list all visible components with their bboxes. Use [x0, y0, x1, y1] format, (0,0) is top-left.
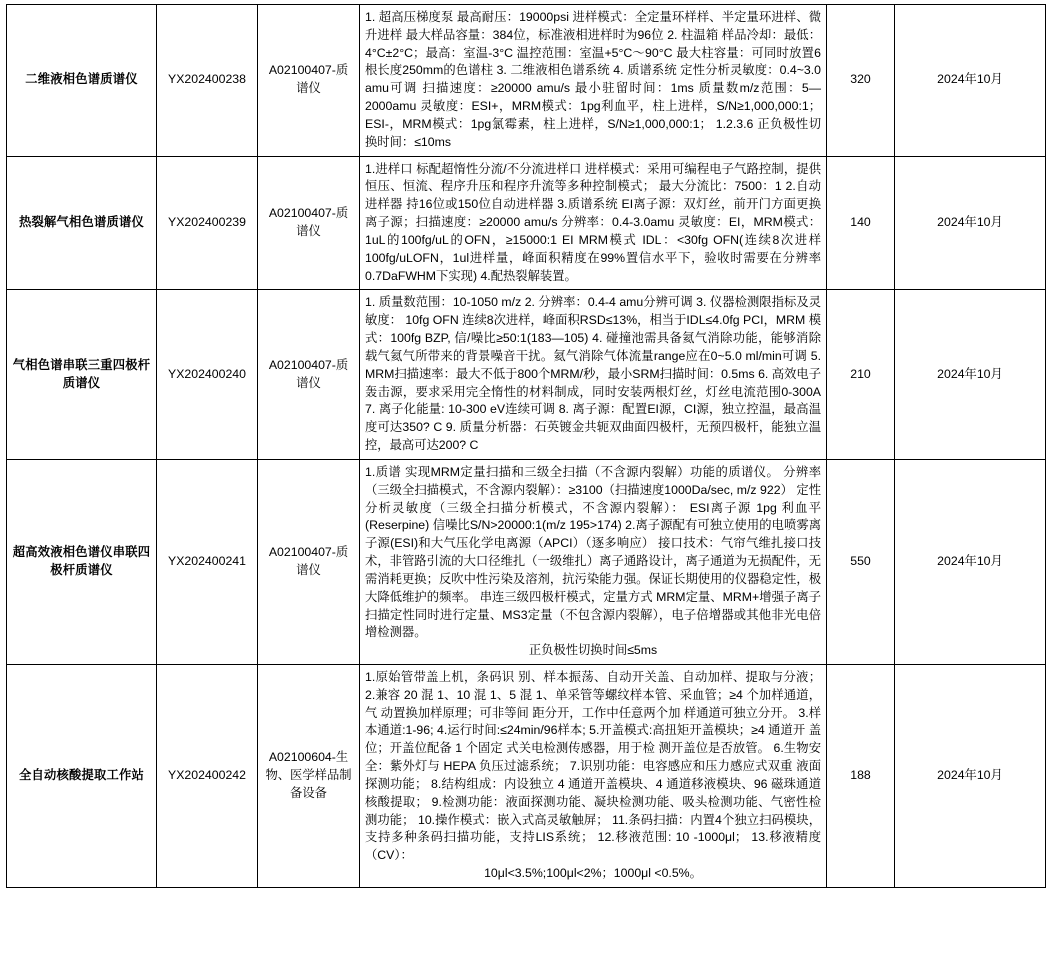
table-row	[7, 5, 1046, 157]
spec-text: 1.原始管带盖上机，条码识 别、样本振荡、自动开关盖、自动加样、提取与分液； 2.兼容 20 混 1、10 混 1、5 混 1、单采管等螺纹样本管、采血管；≥4 个加样通道，气 动置换加样原理；可非等间 距分开，工作中任意两个加 样通道可独立分开。 3.样本通道:1-96; 4.运行时间:≤24min/96样本; 5.开盖模式:高扭矩开盖模块；≥4 通道开 盖位；开盖位配备 1 个固定 式关电检测传感器，用于检 测开盖位是否放管。 6.生物安全：紫外灯与 HEPA 负压过滤系统； 7.识别功能：电容感应和压力感应式双重 液面探测功能； 8.结构组成：内设独立 4 通道开盖模块、4 通道移液模块、96 磁珠通道核酸提取； 9.检测功能：液面探测功能、凝块检测功能、吸头检测功能、气密性检测功能； 10.操作模式：嵌入式高灵敏触屏； 11.条码扫描：内置4个独立扫码模块，支持多种条码扫描功能，支持LIS系统； 12.移液范围: 10 -1000μl； 13.移液精度（CV）：	[365, 669, 821, 863]
equipment-code: YX202400242	[157, 664, 258, 887]
equipment-code: YX202400241	[157, 459, 258, 664]
equipment-date: 2024年10月	[895, 664, 1046, 887]
equipment-date: 2024年10月	[895, 156, 1046, 290]
equipment-quantity: 210	[827, 290, 895, 459]
equipment-table	[6, 4, 1046, 888]
equipment-category: A02100407-质谱仪	[258, 156, 360, 290]
spec-text: 1.质谱 实现MRM定量扫描和三级全扫描（不含源内裂解）功能的质谱仪。 分辨率（三级全扫描模式，不含源内裂解）：≥3100（扫描速度1000Da/sec, m/z 922） 定性分析灵敏度（三级全扫描分析模式，不含源内裂解）： ESI离子源 1pg 利血平(Reserpine) 信噪比S/N>20000:1(m/z 195>174) 2.离子源配有可独立使用的电喷雾离子源(ESI)和大气压化学电离源（APCI）（逐多响应） 接口技术：气帘气维扎接口技术，非管路引流的大口径维扎（一级维扎）离子通路设计，离子通道为无损配件，无需消耗更换；反吹中性污染及溶剂，抗污染能力强。保证长期使用的仪器稳定性，极大降低维护的频率。 串连三级四极杆模式，定量方式 MRM定量、MRM+增强子离子扫描定性同时进行定量、MS3定量（不包含源内裂解），电子倍增器或其他非光电倍增检测器。	[365, 464, 821, 640]
equipment-category: A02100407-质谱仪	[258, 459, 360, 664]
spec-text: 1.进样口 标配超惰性分流/不分流进样口 进样模式：采用可编程电子气路控制，提供恒压、恒流、程序升压和程序升流等多种控制模式； 最大分流比：7500：1 2.自动进样器 持16位或150位自动进样器 3.质谱系统 EI离子源：双灯丝，前开门方面更换离子源；扫描速度：≥20000 amu/s 分辨率：0.4-3.0amu 灵敏度：EI，MRM模式：1uL的100fg/uL的OFN，≥15000:1 EI MRM模式 IDL：<30fg OFN(连续8次进样100fg/uLOFN，1ul进样量，峰面积精度在99%置信水平下，验收时需要在分辨率0.7DaFWHM下实现) 4.配热裂解装置。	[365, 161, 821, 283]
equipment-name: 超高效液相色谱仪串联四极杆质谱仪	[7, 459, 157, 664]
table-row	[7, 156, 1046, 290]
equipment-name: 气相色谱串联三重四极杆质谱仪	[7, 290, 157, 459]
equipment-spec	[360, 156, 827, 290]
spec-text-extra: 10μl<3.5%;100μl<2%；1000μl <0.5%。	[484, 866, 702, 881]
equipment-date: 2024年10月	[895, 459, 1046, 664]
equipment-code: YX202400239	[157, 156, 258, 290]
equipment-quantity: 320	[827, 5, 895, 157]
equipment-quantity: 550	[827, 459, 895, 664]
equipment-name: 全自动核酸提取工作站	[7, 664, 157, 887]
equipment-category: A02100604-生物、医学样品制备设备	[258, 664, 360, 887]
equipment-quantity: 188	[827, 664, 895, 887]
equipment-spec	[360, 664, 827, 887]
equipment-spec	[360, 290, 827, 459]
equipment-date: 2024年10月	[895, 5, 1046, 157]
equipment-code: YX202400238	[157, 5, 258, 157]
equipment-code: YX202400240	[157, 290, 258, 459]
spec-text-extra: 正负极性切换时间≤5ms	[528, 643, 658, 658]
equipment-spec	[360, 5, 827, 157]
equipment-category: A02100407-质谱仪	[258, 290, 360, 459]
equipment-spec	[360, 459, 827, 664]
table-row	[7, 290, 1046, 459]
table-row	[7, 459, 1046, 664]
spec-text: 1. 超高压梯度泵 最高耐压：19000psi 进样模式：全定量环样样、半定量环进样、微升进样 最大样品容量：384位，标准液相进样时为96位 2. 柱温箱 样品冷却：最低：4°C±2°C；最高：室温-3°C 温控范围：室温+5°C～90°C 最大柱容量：可同时放置6根长度250mm的色谱柱 3. 二维液相色谱系统 4. 质谱系统 定性分析灵敏度：0.4~3.0 amu可调 扫描速度：≥20000 amu/s 最小驻留时间：1ms 质量数m/z范围：5—2000amu 灵敏度：ESI+，MRM模式：1pg利血平，柱上进样，S/N≥1,000,000:1； ESI-，MRM模式：1pg氯霉素，柱上进样，S/N≥1,000,000:1； 1.2.3.6 正负极性切换时间：≤10ms	[365, 10, 821, 149]
table-row	[7, 664, 1046, 887]
equipment-quantity: 140	[827, 156, 895, 290]
spec-text: 1. 质量数范围：10-1050 m/z 2. 分辨率：0.4-4 amu分辨可调 3. 仪器检测限指标及灵敏度： 10fg OFN 连续8次进样，峰面积RSD≤13%，相当于IDL≤4.0fg PCI，MRM 模式：100fg BZP, 信/噪比≥50:1(183—105) 4. 碰撞池需具备氦气消除功能，能够消除载气氦气所带来的背景噪音干扰。氦气消除气体流量range应在0~5.0 ml/min可调 5. MRM扫描速率：最大不低于800个MRM/秒，最小SRM扫描时间：0.5ms 6. 高效电子轰击源，要求采用完全惰性的材料制成，同时安装两根灯丝，灯丝电流范围0-300A 7. 离子化能量: 10-300 eV连续可调 8. 离子源：配置EI源，CI源，独立控温，最高温度可达350? C 9. 质量分析器：石英镀金共轭双曲面四极杆，无预四极杆，能独立温控，最高可达200? C	[365, 295, 821, 453]
equipment-name: 热裂解气相色谱质谱仪	[7, 156, 157, 290]
equipment-date: 2024年10月	[895, 290, 1046, 459]
table-body	[7, 5, 1046, 888]
equipment-name: 二维液相色谱质谱仪	[7, 5, 157, 157]
equipment-category: A02100407-质谱仪	[258, 5, 360, 157]
